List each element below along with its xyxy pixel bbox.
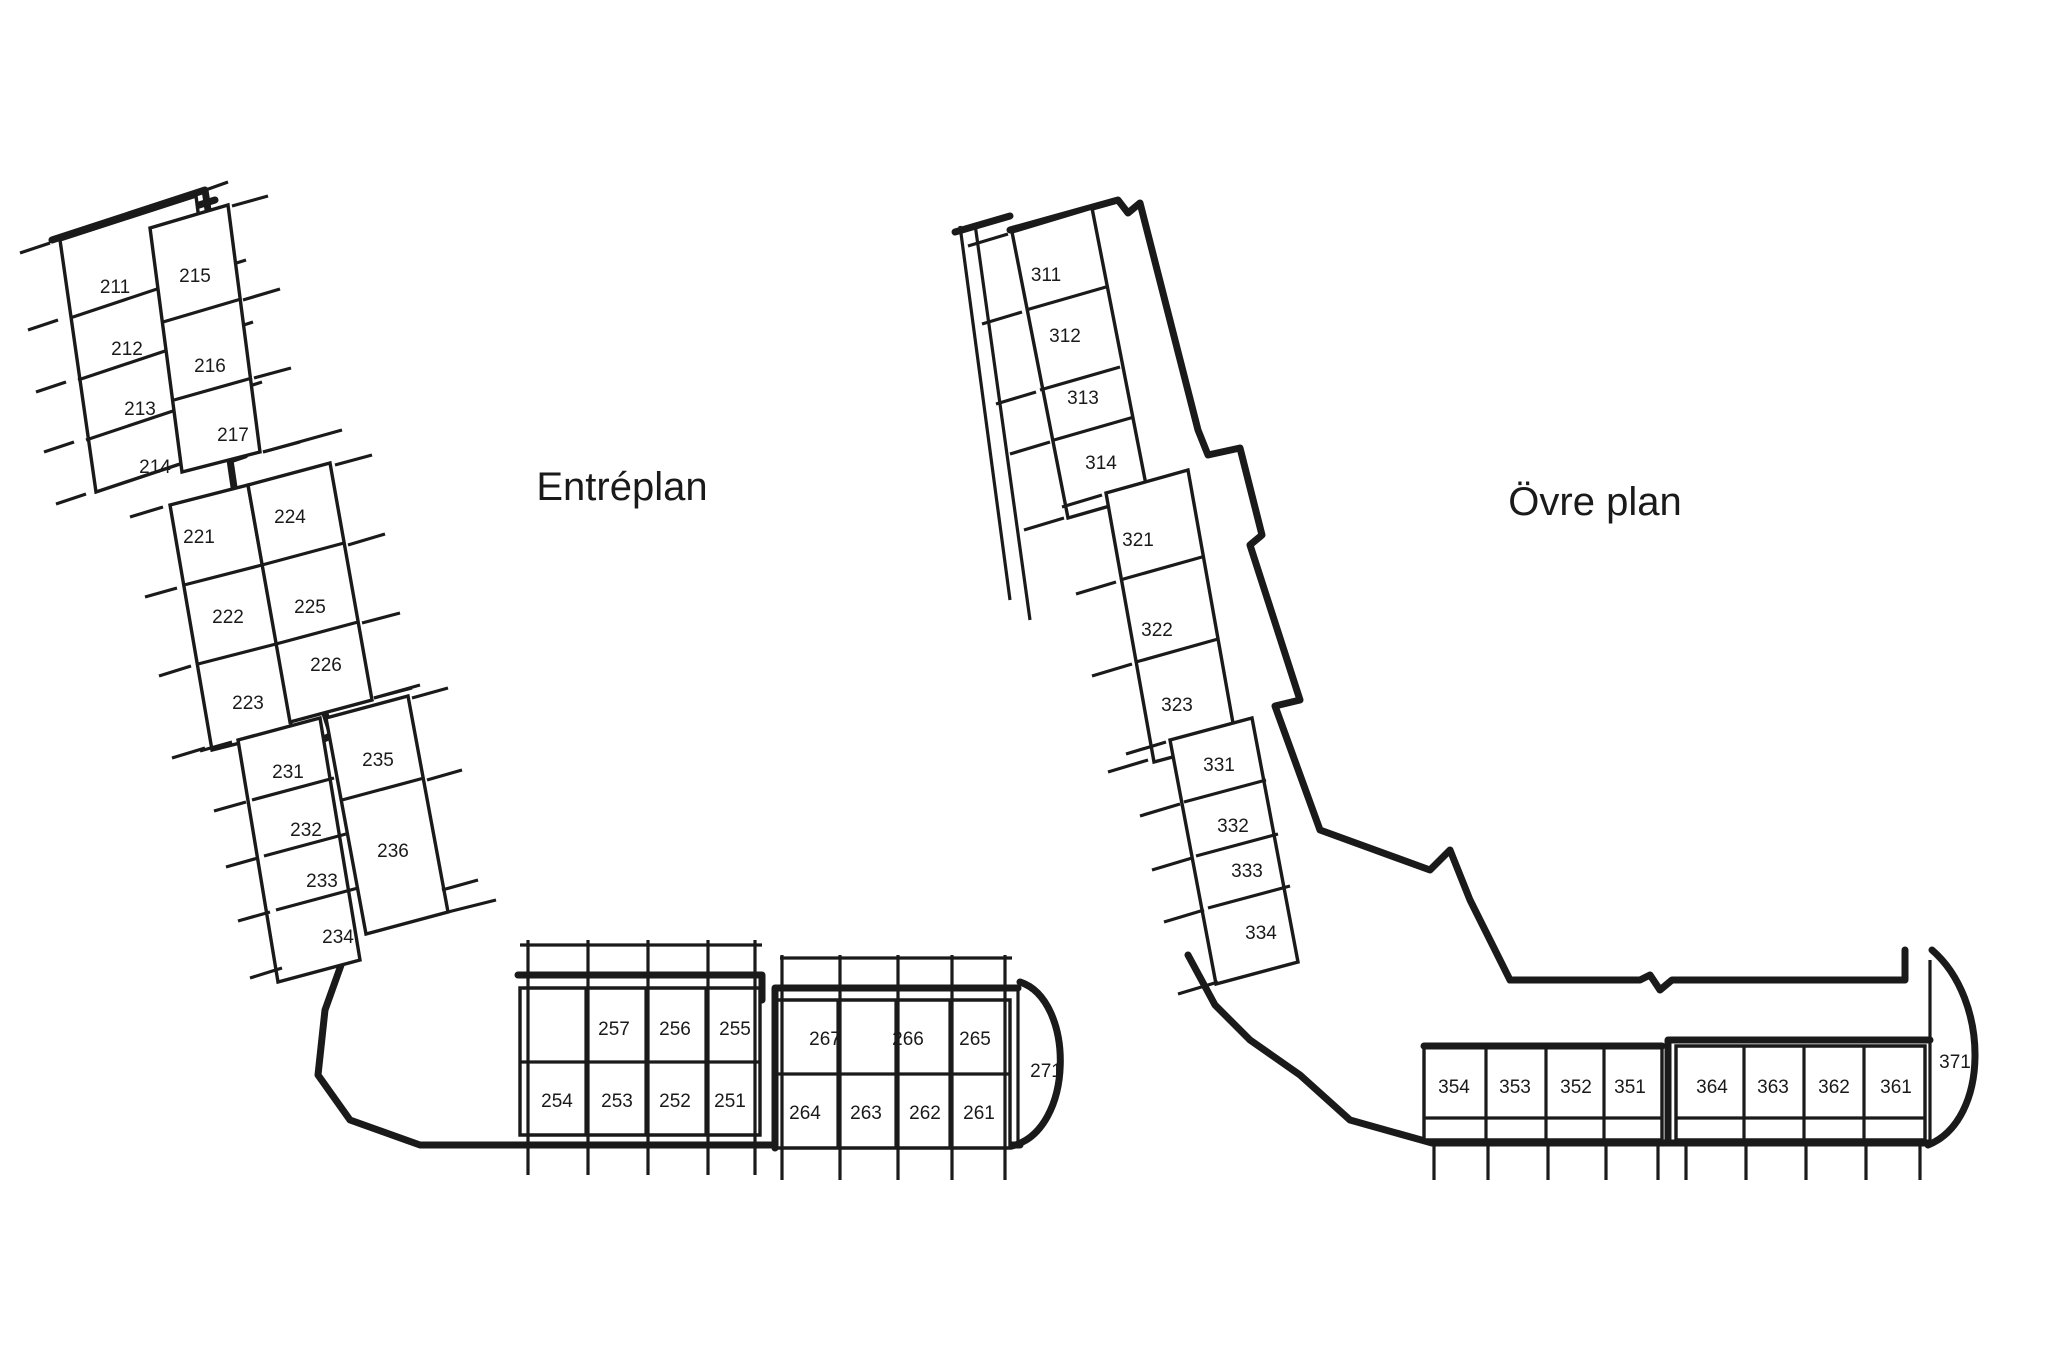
seat-label-323[interactable]: 323 xyxy=(1161,695,1193,717)
seat-label-314[interactable]: 314 xyxy=(1085,453,1117,475)
seat-label-361[interactable]: 361 xyxy=(1880,1077,1912,1099)
seat-label-215[interactable]: 215 xyxy=(179,266,211,288)
seat-label-354[interactable]: 354 xyxy=(1438,1077,1470,1099)
seat-label-321[interactable]: 321 xyxy=(1122,530,1154,552)
seat-label-256[interactable]: 256 xyxy=(659,1019,691,1041)
ovre-block-311-314 xyxy=(1012,208,1148,518)
seat-label-266[interactable]: 266 xyxy=(892,1029,924,1051)
seat-label-334[interactable]: 334 xyxy=(1245,923,1277,945)
seat-label-211[interactable]: 211 xyxy=(99,277,131,299)
seat-label-233[interactable]: 233 xyxy=(306,871,338,893)
seat-label-251[interactable]: 251 xyxy=(714,1091,746,1113)
seat-label-264[interactable]: 264 xyxy=(789,1103,821,1125)
plan-ovre xyxy=(955,200,1975,1180)
seat-label-226[interactable]: 226 xyxy=(310,655,342,677)
seat-label-214[interactable]: 214 xyxy=(139,457,171,479)
seat-label-331[interactable]: 331 xyxy=(1203,755,1235,777)
seat-label-362[interactable]: 362 xyxy=(1818,1077,1850,1099)
ovre-right-cap xyxy=(1928,950,1975,1145)
seat-label-257[interactable]: 257 xyxy=(598,1019,630,1041)
seat-label-213[interactable]: 213 xyxy=(124,399,156,421)
plan-title-ovre: Övre plan xyxy=(1508,480,1682,524)
ovre-left-wall xyxy=(955,216,1010,232)
seat-label-217[interactable]: 217 xyxy=(217,425,249,447)
seat-label-313[interactable]: 313 xyxy=(1067,388,1099,410)
plan-title-entreplan: Entréplan xyxy=(536,465,708,509)
seat-label-322[interactable]: 322 xyxy=(1141,620,1173,642)
seat-label-224[interactable]: 224 xyxy=(274,507,306,529)
seat-label-222[interactable]: 222 xyxy=(212,607,244,629)
entreplan-block-251-257 xyxy=(520,988,760,1135)
ovre-block-321-323 xyxy=(1106,470,1236,762)
seat-label-221[interactable]: 221 xyxy=(183,527,215,549)
seat-label-263[interactable]: 263 xyxy=(850,1103,882,1125)
seat-label-311[interactable]: 311 xyxy=(1030,265,1062,287)
seat-label-234[interactable]: 234 xyxy=(322,927,354,949)
seat-label-223[interactable]: 223 xyxy=(232,693,264,715)
seat-label-235[interactable]: 235 xyxy=(362,750,394,772)
seat-label-371[interactable]: 371 xyxy=(1939,1052,1971,1074)
seat-label-231[interactable]: 231 xyxy=(272,762,304,784)
seat-label-271[interactable]: 271 xyxy=(1030,1061,1062,1083)
seat-label-312[interactable]: 312 xyxy=(1049,326,1081,348)
plan-entreplan xyxy=(20,182,1062,1180)
seat-label-212[interactable]: 212 xyxy=(111,339,143,361)
seat-label-262[interactable]: 262 xyxy=(909,1103,941,1125)
seat-label-236[interactable]: 236 xyxy=(377,841,409,863)
seat-label-261[interactable]: 261 xyxy=(963,1103,995,1125)
seat-label-333[interactable]: 333 xyxy=(1231,861,1263,883)
seat-label-254[interactable]: 254 xyxy=(541,1091,573,1113)
seat-label-255[interactable]: 255 xyxy=(719,1019,751,1041)
entreplan-block-261-267 xyxy=(775,1000,1010,1148)
seat-label-364[interactable]: 364 xyxy=(1696,1077,1728,1099)
seat-label-265[interactable]: 265 xyxy=(959,1029,991,1051)
seat-label-351[interactable]: 351 xyxy=(1614,1077,1646,1099)
seat-label-352[interactable]: 352 xyxy=(1560,1077,1592,1099)
seat-label-353[interactable]: 353 xyxy=(1499,1077,1531,1099)
seat-label-267[interactable]: 267 xyxy=(809,1029,841,1051)
seat-label-253[interactable]: 253 xyxy=(601,1091,633,1113)
seat-label-232[interactable]: 232 xyxy=(290,820,322,842)
seat-label-332[interactable]: 332 xyxy=(1217,816,1249,838)
seat-label-363[interactable]: 363 xyxy=(1757,1077,1789,1099)
seat-label-225[interactable]: 225 xyxy=(294,597,326,619)
seat-label-252[interactable]: 252 xyxy=(659,1091,691,1113)
seat-label-216[interactable]: 216 xyxy=(194,356,226,378)
